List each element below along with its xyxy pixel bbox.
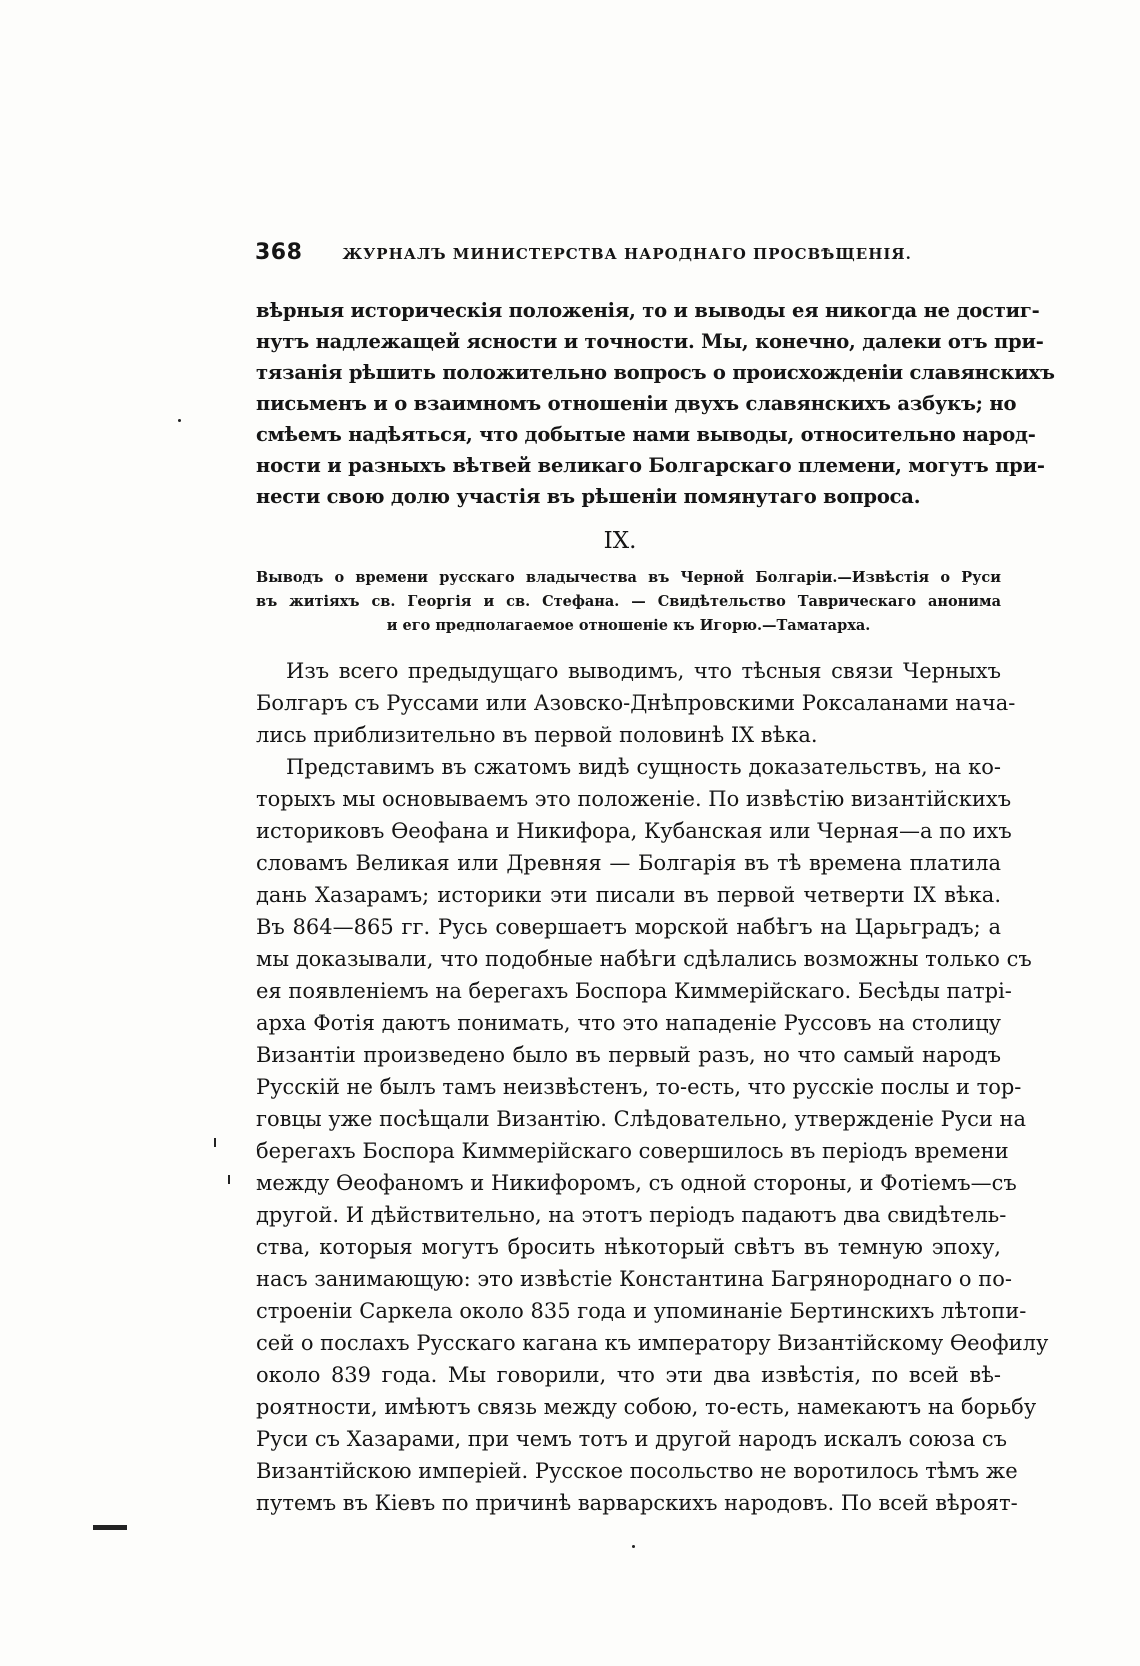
text-line: смѣемъ надѣяться, что добытые нами выводы, относительно народ-	[256, 423, 1036, 446]
text-line: тязанія рѣшить положительно вопросъ о происхожденіи славянскихъ	[256, 361, 1055, 384]
text-line: ности и разныхъ вѣтвей великаго Болгарскаго племени, могутъ при-	[256, 454, 1045, 477]
text-line: Въ 864—865 гг. Русь совершаетъ морской набѣгъ на Царьградъ; а	[256, 915, 1001, 939]
text-line: другой. И дѣйствительно, на этотъ періодъ падаютъ два свидѣтель-	[256, 1203, 1007, 1227]
text-line: вѣрныя историческія положенія, то и выводы ея никогда не достиг-	[256, 299, 1040, 322]
paragraph-1	[256, 655, 1016, 751]
text-line: строеніи Саркела около 835 года и упоминаніе Бертинскихъ лѣтопи-	[256, 1299, 1027, 1323]
text-line: дань Хазарамъ; историки эти писали въ первой четверти IX вѣка.	[256, 883, 1001, 907]
margin-scan-mark	[178, 419, 181, 422]
text-line: словамъ Великая или Древняя — Болгарія въ тѣ времена платила	[256, 851, 1001, 875]
text-line: насъ занимающую: это извѣстіе Константина Багрянороднаго о по-	[256, 1267, 1012, 1291]
page-number: 368	[255, 240, 303, 265]
margin-scan-mark	[93, 1525, 127, 1530]
text-line: ея появленіемъ на берегахъ Боспора Киммерійскаго. Бесѣды патрі-	[256, 979, 1012, 1003]
text-line: арха Фотія даютъ понимать, что это нападеніе Руссовъ на столицу	[256, 1011, 1001, 1035]
text-line: Болгаръ съ Руссами или Азовско-Днѣпровскими Роксаланами нача-	[256, 691, 1016, 715]
margin-scan-mark	[228, 1175, 230, 1184]
section-summary	[256, 566, 1001, 638]
paragraph-2	[256, 751, 1049, 1519]
text-line: лись приблизительно въ первой половинѣ IX вѣка.	[256, 723, 818, 747]
text-line: историковъ Ѳеофана и Никифора, Кубанская или Черная—а по ихъ	[256, 819, 1012, 843]
margin-scan-mark	[632, 1545, 635, 1548]
text-line: Представимъ въ сжатомъ видѣ сущность доказательствъ, на ко-	[286, 755, 1001, 779]
text-line: около 839 года. Мы говорили, что эти два извѣстія, по всей вѣ-	[256, 1363, 1001, 1387]
section-number: IX.	[603, 528, 637, 554]
opening-paragraph	[256, 295, 1055, 512]
running-header	[255, 240, 925, 270]
text-line: ства, которыя могутъ бросить нѣкоторый свѣтъ въ темную эпоху,	[256, 1235, 1001, 1259]
journal-title: ЖУРНАЛЪ МИНИСТЕРСТВА НАРОДНАГО ПРОСВѢЩЕНІЯ.	[342, 245, 912, 263]
text-line: роятности, имѣютъ связь между собою, то-есть, намекаютъ на борьбу	[256, 1395, 1037, 1419]
text-line: нутъ надлежащей ясности и точности. Мы, конечно, далеки отъ при-	[256, 330, 1044, 353]
text-line: торыхъ мы основываемъ это положеніе. По извѣстію византійскихъ	[256, 787, 1012, 811]
margin-scan-mark	[214, 1138, 216, 1147]
text-line: путемъ въ Кіевъ по причинѣ варварскихъ народовъ. По всей вѣроят-	[256, 1491, 1018, 1515]
text-line: Руси съ Хазарами, при чемъ тотъ и другой народъ искалъ союза съ	[256, 1427, 1008, 1451]
summary-line: въ житіяхъ св. Георгія и св. Стефана. — Свидѣтельство Таврическаго анонима	[256, 593, 1001, 610]
text-line: Русскій не былъ тамъ неизвѣстенъ, то-есть, что русскіе послы и тор-	[256, 1075, 1022, 1099]
text-line: говцы уже посѣщали Византію. Слѣдовательно, утвержденіе Руси на	[256, 1107, 1027, 1131]
text-line: Византійскою имперіей. Русское посольство не воротилось тѣмъ же	[256, 1459, 1018, 1483]
summary-line: Выводъ о времени русскаго владычества въ Черной Болгаріи.—Извѣстія о Руси	[256, 569, 1001, 586]
summary-line: и его предполагаемое отношеніе къ Игорю.—Таматарха.	[386, 617, 871, 634]
text-line: мы доказывали, что подобные набѣги сдѣлались возможны только съ	[256, 947, 1032, 971]
text-line: письменъ и о взаимномъ отношеніи двухъ славянскихъ азбукъ; но	[256, 392, 1017, 415]
text-line: нести свою долю участія въ рѣшеніи помянутаго вопроса.	[256, 485, 921, 508]
text-line: между Ѳеофаномъ и Никифоромъ, съ одной стороны, и Фотіемъ—съ	[256, 1171, 1017, 1195]
text-line: Изъ всего предыдущаго выводимъ, что тѣсныя связи Черныхъ	[286, 659, 1001, 683]
text-line: Византіи произведено было въ первый разъ, но что самый народъ	[256, 1043, 1001, 1067]
text-line: берегахъ Боспора Киммерійскаго совершилось въ періодъ времени	[256, 1139, 1009, 1163]
text-line: сей о послахъ Русскаго кагана къ императору Византійскому Ѳеофилу	[256, 1331, 1049, 1355]
